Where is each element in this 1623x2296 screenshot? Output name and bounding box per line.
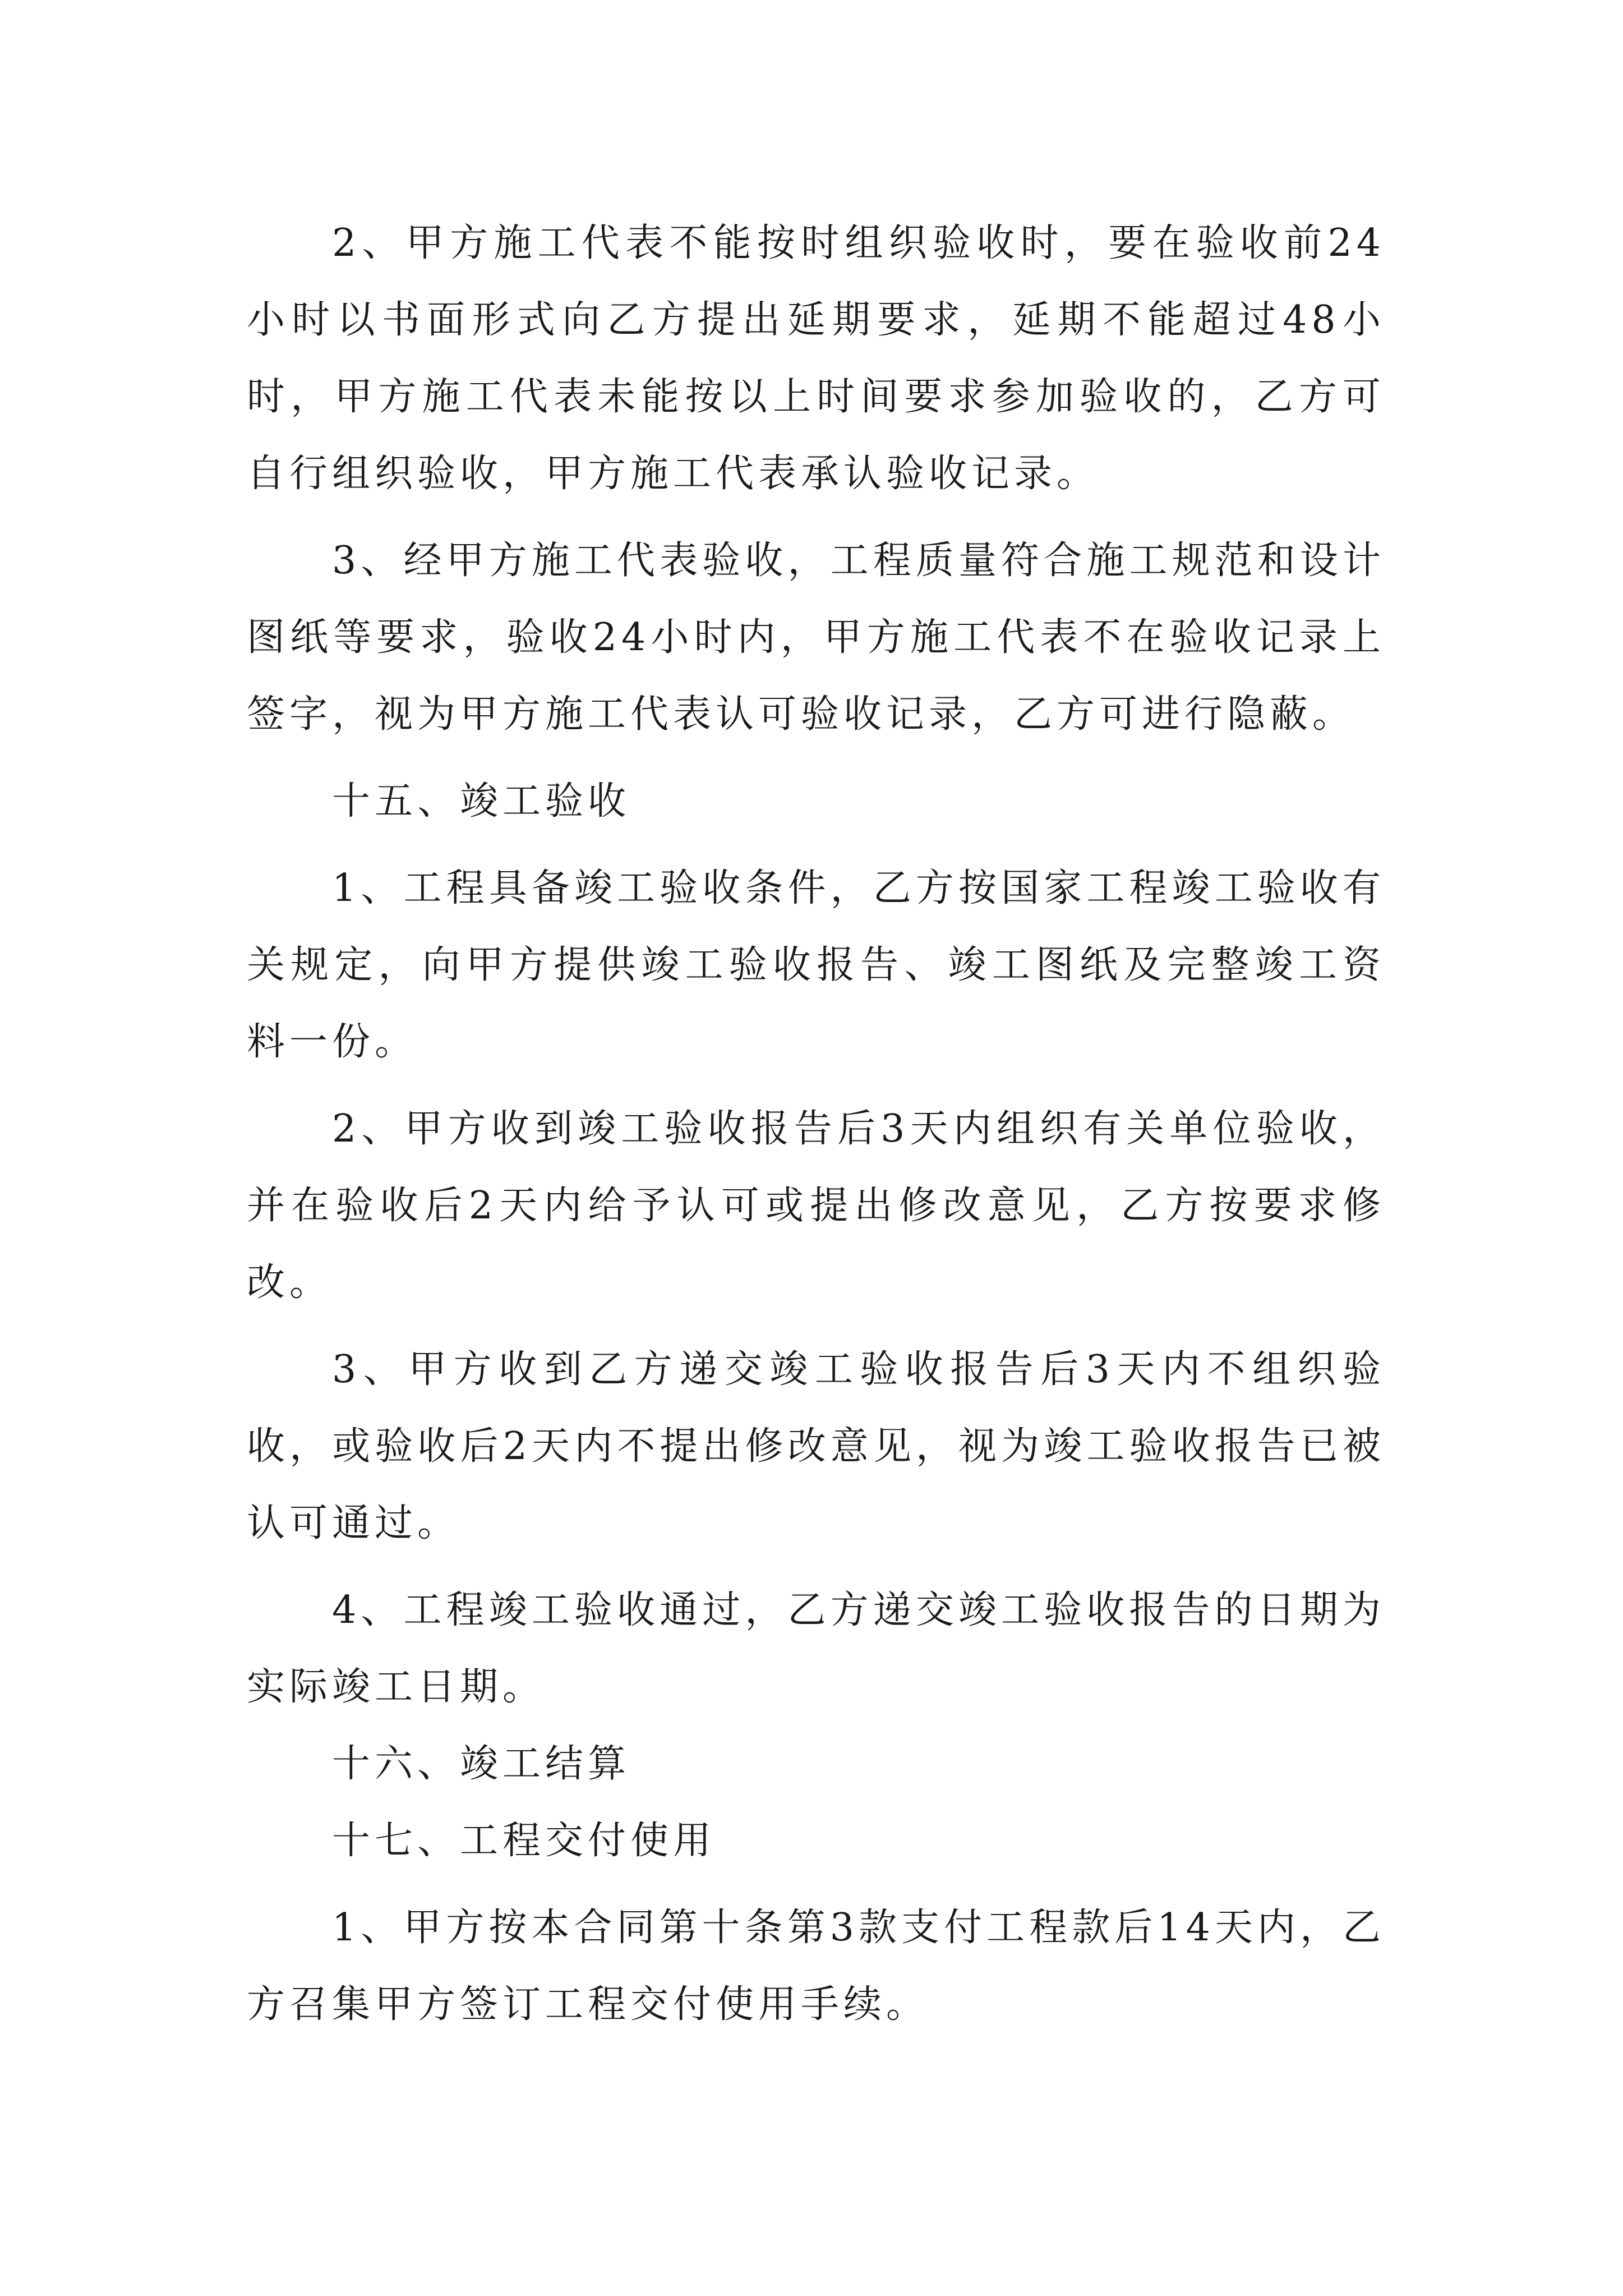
paragraph-acceptance-signature: 3、经甲方施工代表验收，工程质量符合施工规范和设计图纸等要求，验收24小时内，甲方施工代表不在验收记录上签字，视为甲方施工代表认可验收记录，乙方可进行隐蔽。 [247,539,1385,737]
document-body [247,205,1385,2043]
section-heading-15: 十五、竣工验收 [332,779,631,823]
paragraph-handover: 1、甲方按本合同第十条第3款支付工程款后14天内，乙方召集甲方签订工程交付使用手续。 [247,1906,1385,2027]
section-heading-17: 十七、工程交付使用 [332,1819,716,1863]
section-heading-16: 十六、竣工结算 [332,1742,631,1786]
paragraph-completion-review: 2、甲方收到竣工验收报告后3天内组织有关单位验收，并在验收后2天内给予认可或提出修改意见，乙方按要求修改。 [247,1107,1385,1305]
paragraph-acceptance-delay: 2、甲方施工代表不能按时组织验收时，要在验收前24小时以书面形式向乙方提出延期要求，延期不能超过48小时，甲方施工代表未能按以上时间要求参加验收的，乙方可自行组织验收，甲方施工代表承认验收记录。 [247,221,1385,496]
paragraph-completion-date: 4、工程竣工验收通过，乙方递交竣工验收报告的日期为实际竣工日期。 [247,1588,1385,1709]
paragraph-completion-deemed-approved: 3、甲方收到乙方递交竣工验收报告后3天内不组织验收，或验收后2天内不提出修改意见，视为竣工验收报告已被认可通过。 [247,1347,1386,1545]
paragraph-completion-report: 1、工程具备竣工验收条件，乙方按国家工程竣工验收有关规定，向甲方提供竣工验收报告、竣工图纸及完整竣工资料一份。 [247,866,1385,1064]
